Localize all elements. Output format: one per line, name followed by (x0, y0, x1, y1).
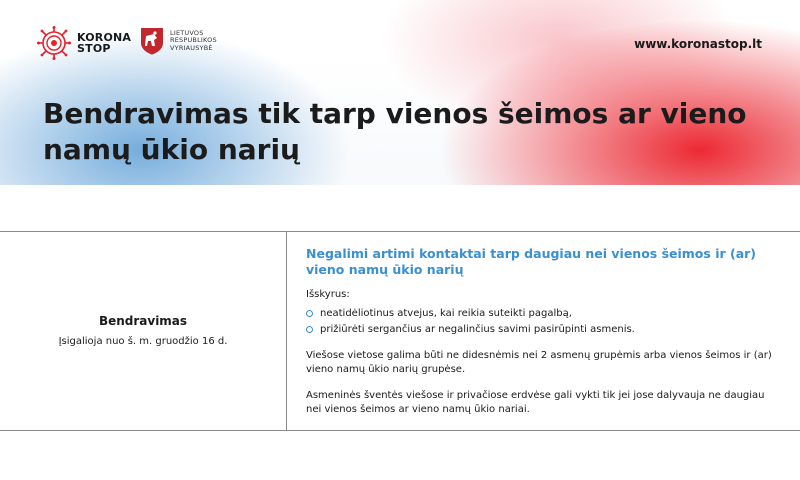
site-url-link[interactable]: www.koronastop.lt (634, 37, 762, 51)
exceptions-list (306, 307, 776, 337)
exceptions-label: Išskyrus: (306, 289, 350, 300)
page-title: Bendravimas tik tarp vienos šeimos ar vieno namų ūkio narių (43, 97, 747, 166)
logo-korona-line1: KORONA (77, 31, 132, 44)
list-item (306, 307, 776, 321)
koronastop-logo (37, 26, 131, 60)
category-title: Bendravimas (98, 314, 188, 328)
koronastop-icon (37, 26, 71, 60)
effective-date: Įsigalioja nuo š. m. gruodžio 16 d. (58, 336, 228, 347)
logo-lrv-line3: VYRIAUSYBĖ (170, 43, 213, 52)
public-places-paragraph: Viešose vietose galima būti ne didesnėmis nei 2 asmenų grupėmis arba vienos šeimos ir (ar) vieno namų ūkio narių grupėse. (306, 350, 772, 375)
hero-banner (0, 0, 800, 185)
exception-text: prižiūrėti sergančius ar negalinčius savimi pasirūpinti asmenis. (320, 324, 635, 335)
logo-lrv-line1: LIETUVOS (170, 28, 204, 37)
logo-korona-line2: STOP (77, 42, 111, 55)
rules-table (0, 231, 800, 431)
coat-of-arms-icon (140, 27, 164, 55)
bullet-circle-icon (306, 326, 313, 333)
events-paragraph: Asmeninės šventės viešose ir privačiose erdvėse gali vykti tik jei jose dalyvauja ne daugiau nei vienos šeimos ar vieno namų ūkio nariai. (306, 390, 765, 415)
logo-lrv-line2: RESPUBLIKOS (170, 36, 217, 45)
lrv-logo (140, 27, 217, 55)
exception-text: neatidėliotinus atvejus, kai reikia suteikti pagalbą, (320, 308, 572, 319)
rule-title: Negalimi artimi kontaktai tarp daugiau nei vienos šeimos ir (ar) vieno namų ūkio narių (306, 246, 757, 277)
rule-cell (306, 246, 776, 417)
bullet-circle-icon (306, 310, 313, 317)
category-cell (0, 232, 286, 430)
list-item (306, 323, 776, 337)
column-divider (286, 232, 287, 430)
